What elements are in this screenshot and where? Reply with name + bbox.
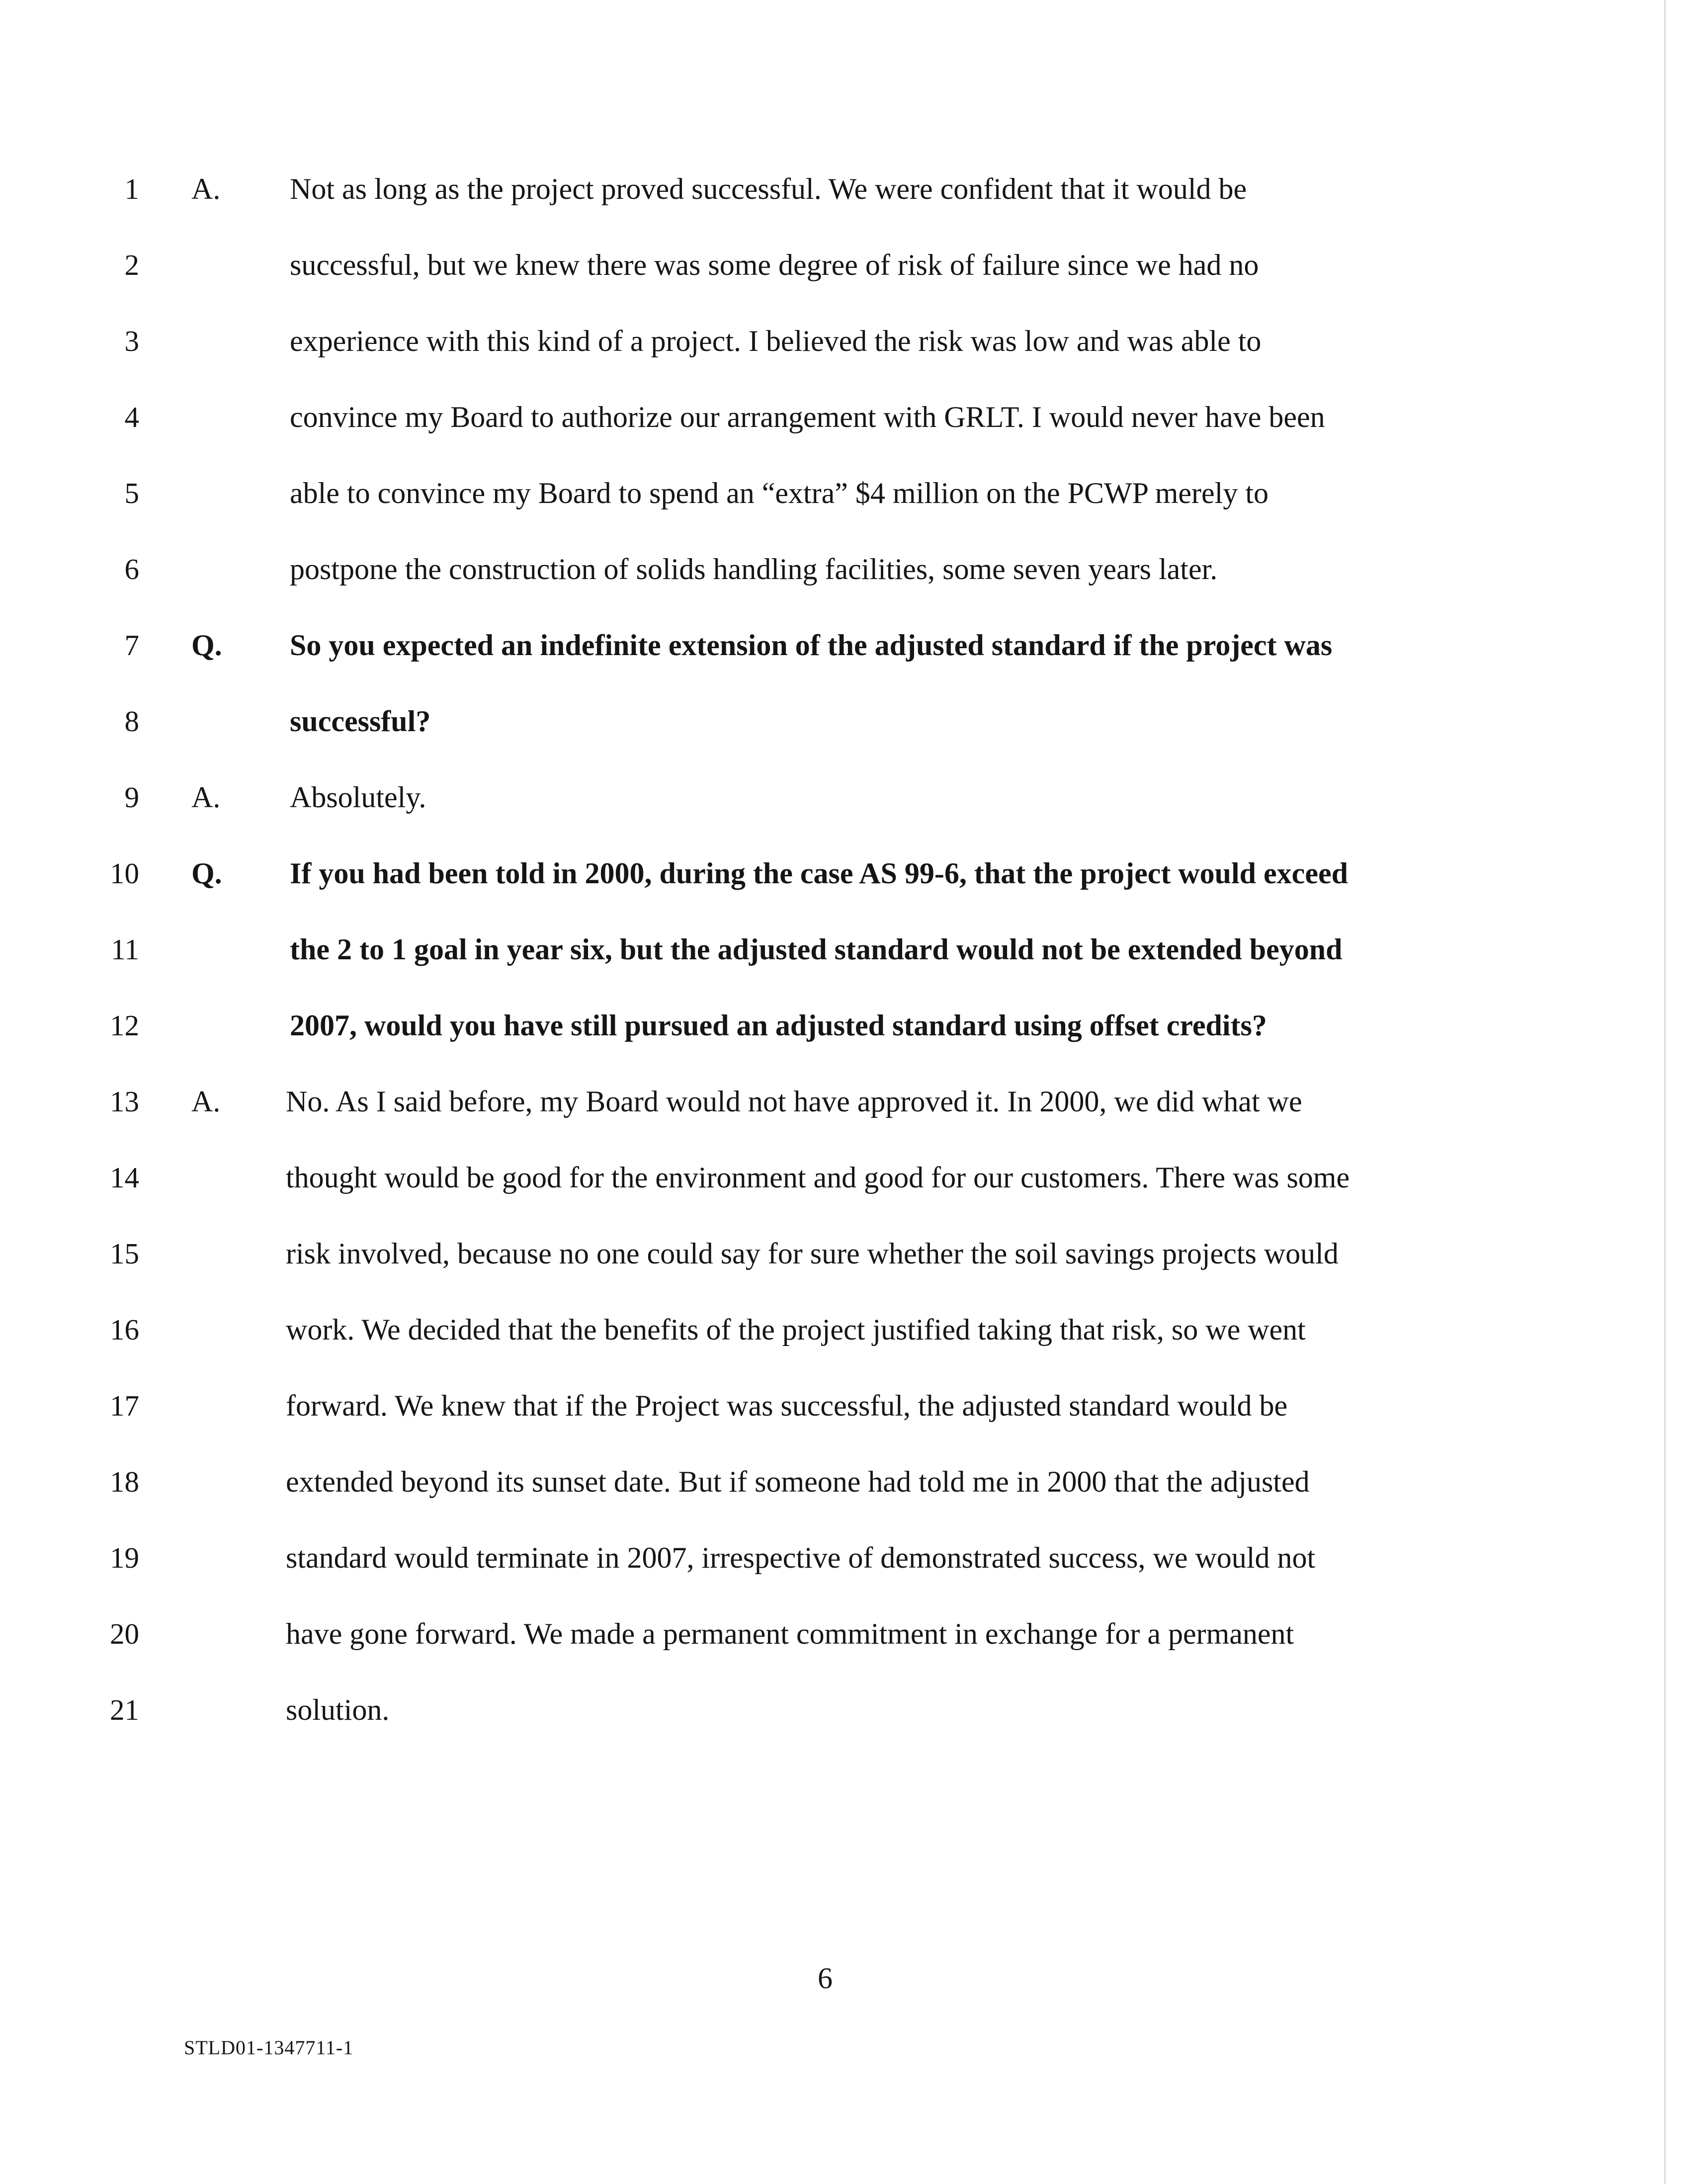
page-number: 6 xyxy=(818,1962,833,1995)
line-number: 3 xyxy=(124,325,139,357)
line-text: forward. We knew that if the Project was successful, the adjusted standard would be xyxy=(286,1389,1288,1422)
transcript-line xyxy=(0,922,1660,977)
line-number: 16 xyxy=(110,1313,139,1346)
line-text: Absolutely. xyxy=(290,781,426,814)
line-text: work. We decided that the benefits of the project justified taking that risk, so we went xyxy=(286,1313,1306,1346)
line-text: If you had been told in 2000, during the case AS 99-6, that the project would exceed xyxy=(290,857,1348,890)
transcript-line xyxy=(0,162,1660,216)
transcript-line xyxy=(0,1682,1660,1737)
line-number: 4 xyxy=(124,401,139,433)
line-number: 18 xyxy=(110,1465,139,1498)
line-text: have gone forward. We made a permanent commitment in exchange for a permanent xyxy=(286,1617,1294,1650)
transcript-line xyxy=(0,998,1660,1053)
line-text: successful, but we knew there was some degree of risk of failure since we had no xyxy=(290,249,1259,281)
speaker-mark: Q. xyxy=(191,629,222,662)
line-number: 17 xyxy=(110,1389,139,1422)
line-text: Not as long as the project proved successful. We were confident that it would be xyxy=(290,172,1247,205)
line-number: 8 xyxy=(124,705,139,738)
transcript-line xyxy=(0,1302,1660,1357)
line-number: 11 xyxy=(111,933,139,966)
transcript-line xyxy=(0,542,1660,596)
transcript-line xyxy=(0,390,1660,444)
transcript-line xyxy=(0,1606,1660,1661)
line-number: 19 xyxy=(110,1541,139,1574)
line-number: 20 xyxy=(110,1617,139,1650)
line-number: 12 xyxy=(110,1009,139,1042)
line-number: 2 xyxy=(124,249,139,281)
line-text: No. As I said before, my Board would not have approved it. In 2000, we did what we xyxy=(286,1085,1302,1118)
transcript-line xyxy=(0,1530,1660,1585)
transcript-line xyxy=(0,770,1660,825)
line-text: successful? xyxy=(290,705,431,738)
transcript-line xyxy=(0,466,1660,520)
line-text: thought would be good for the environment and good for our customers. There was some xyxy=(286,1161,1350,1194)
speaker-mark: Q. xyxy=(191,857,222,890)
line-text: standard would terminate in 2007, irrespective of demonstrated success, we would not xyxy=(286,1541,1316,1574)
line-number: 10 xyxy=(110,857,139,890)
line-text: risk involved, because no one could say for sure whether the soil savings projects would xyxy=(286,1237,1339,1270)
transcript-line xyxy=(0,238,1660,292)
line-number: 9 xyxy=(124,781,139,814)
transcript-line xyxy=(0,694,1660,749)
transcript-line xyxy=(0,1226,1660,1281)
line-text: 2007, would you have still pursued an adjusted standard using offset credits? xyxy=(290,1009,1267,1042)
line-text: convince my Board to authorize our arrangement with GRLT. I would never have been xyxy=(290,401,1325,433)
transcript-line xyxy=(0,1074,1660,1129)
line-number: 5 xyxy=(124,477,139,509)
line-number: 14 xyxy=(110,1161,139,1194)
page-edge-divider xyxy=(1664,0,1666,2184)
transcript-line xyxy=(0,846,1660,901)
line-number: 21 xyxy=(110,1693,139,1726)
speaker-mark: A. xyxy=(191,781,221,814)
transcript-line xyxy=(0,1150,1660,1205)
line-text: So you expected an indefinite extension of the adjusted standard if the project was xyxy=(290,629,1333,662)
line-number: 6 xyxy=(124,553,139,586)
line-number: 1 xyxy=(124,172,139,205)
transcript-line xyxy=(0,618,1660,672)
transcript-line xyxy=(0,314,1660,368)
line-number: 15 xyxy=(110,1237,139,1270)
line-text: experience with this kind of a project. I believed the risk was low and was able to xyxy=(290,325,1262,357)
line-text: the 2 to 1 goal in year six, but the adjusted standard would not be extended beyond xyxy=(290,933,1343,966)
line-text: extended beyond its sunset date. But if someone had told me in 2000 that the adjusted xyxy=(286,1465,1310,1498)
line-text: able to convince my Board to spend an “extra” $4 million on the PCWP merely to xyxy=(290,477,1268,509)
document-id: STLD01-1347711-1 xyxy=(184,2036,354,2059)
line-text: postpone the construction of solids handling facilities, some seven years later. xyxy=(290,553,1218,586)
transcript-line xyxy=(0,1454,1660,1509)
line-number: 13 xyxy=(110,1085,139,1118)
line-text: solution. xyxy=(286,1693,390,1726)
line-number: 7 xyxy=(124,629,139,662)
transcript-line xyxy=(0,1378,1660,1433)
speaker-mark: A. xyxy=(191,172,221,205)
speaker-mark: A. xyxy=(191,1085,221,1118)
